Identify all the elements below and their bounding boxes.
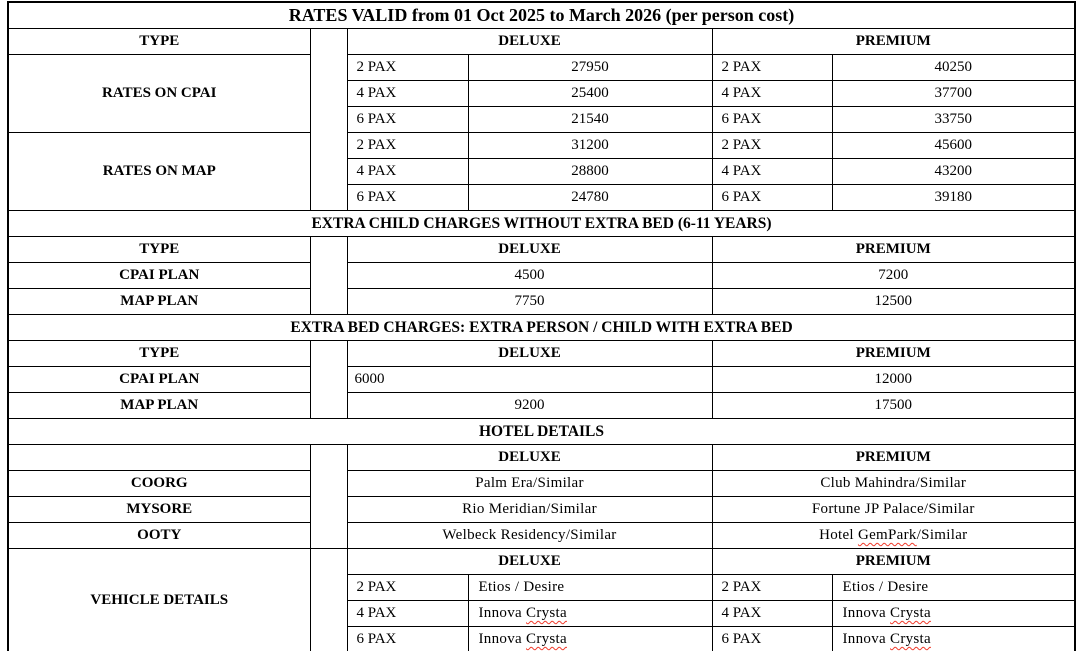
vehicle-details-label: VEHICLE DETAILS xyxy=(8,549,310,651)
pax-label: 4 PAX xyxy=(347,601,468,627)
pax-label: 6 PAX xyxy=(347,185,468,211)
vehicle-name-misspelled: Crysta xyxy=(890,605,931,621)
hotel-type-header-empty xyxy=(8,445,310,471)
rate-value: 37700 xyxy=(832,81,1075,107)
rates-table xyxy=(7,1,1076,651)
extra-child-premium-header: PREMIUM xyxy=(712,237,1075,263)
rates-type-header: TYPE xyxy=(8,29,310,55)
rate-value: 28800 xyxy=(468,159,712,185)
pax-label: 2 PAX xyxy=(347,575,468,601)
vehicle-name-part: Innova xyxy=(842,605,891,621)
charge-value: 6000 xyxy=(347,367,712,393)
map-plan-label: MAP PLAN xyxy=(8,289,310,315)
rate-value: 24780 xyxy=(468,185,712,211)
pax-label: 4 PAX xyxy=(712,159,832,185)
hotel-details-section-title: HOTEL DETAILS xyxy=(8,419,1075,445)
charge-value: 17500 xyxy=(712,393,1075,419)
pax-label: 2 PAX xyxy=(347,133,468,159)
mysore-label: MYSORE xyxy=(8,497,310,523)
pax-label: 4 PAX xyxy=(347,81,468,107)
extra-bed-section-title: EXTRA BED CHARGES: EXTRA PERSON / CHILD WITH EXTRA BED xyxy=(8,315,1075,341)
hotel-name xyxy=(712,523,1075,549)
rate-value: 25400 xyxy=(468,81,712,107)
charge-value: 4500 xyxy=(347,263,712,289)
rate-value: 39180 xyxy=(832,185,1075,211)
vehicle-name-part: Innova xyxy=(842,631,891,647)
pax-label: 4 PAX xyxy=(712,81,832,107)
spacer-cell xyxy=(310,237,347,315)
extra-child-type-header: TYPE xyxy=(8,237,310,263)
pax-label: 6 PAX xyxy=(347,627,468,651)
vehicle-name xyxy=(832,601,1075,627)
hotel-name-part: /Similar xyxy=(916,527,968,543)
extra-child-section-title: EXTRA CHILD CHARGES WITHOUT EXTRA BED (6-11 YEARS) xyxy=(8,211,1075,237)
hotel-name: Palm Era/Similar xyxy=(347,471,712,497)
pax-label: 6 PAX xyxy=(712,107,832,133)
vehicle-name-misspelled: Crysta xyxy=(526,631,567,647)
vehicle-name-misspelled: Crysta xyxy=(526,605,567,621)
extra-bed-deluxe-header: DELUXE xyxy=(347,341,712,367)
pax-label: 2 PAX xyxy=(347,55,468,81)
vehicle-premium-header: PREMIUM xyxy=(712,549,1075,575)
vehicle-name xyxy=(468,627,712,651)
pax-label: 6 PAX xyxy=(712,627,832,651)
hotel-deluxe-header: DELUXE xyxy=(347,445,712,471)
rate-value: 40250 xyxy=(832,55,1075,81)
rate-value: 27950 xyxy=(468,55,712,81)
spacer-cell xyxy=(310,29,347,211)
rates-on-cpai-label: RATES ON CPAI xyxy=(8,55,310,133)
vehicle-name: Etios / Desire xyxy=(468,575,712,601)
spacer-cell xyxy=(310,341,347,419)
rates-premium-header: PREMIUM xyxy=(712,29,1075,55)
charge-value: 9200 xyxy=(347,393,712,419)
hotel-name: Fortune JP Palace/Similar xyxy=(712,497,1075,523)
rate-value: 21540 xyxy=(468,107,712,133)
hotel-name: Rio Meridian/Similar xyxy=(347,497,712,523)
pax-label: 6 PAX xyxy=(712,185,832,211)
pax-label: 2 PAX xyxy=(712,55,832,81)
rates-deluxe-header: DELUXE xyxy=(347,29,712,55)
cpai-plan-label: CPAI PLAN xyxy=(8,367,310,393)
rate-value: 31200 xyxy=(468,133,712,159)
pax-label: 4 PAX xyxy=(712,601,832,627)
rate-value: 33750 xyxy=(832,107,1075,133)
extra-bed-type-header: TYPE xyxy=(8,341,310,367)
rates-on-map-label: RATES ON MAP xyxy=(8,133,310,211)
charge-value: 12000 xyxy=(712,367,1075,393)
pax-label: 4 PAX xyxy=(347,159,468,185)
charge-value: 7200 xyxy=(712,263,1075,289)
hotel-name-misspelled: GemPark xyxy=(857,527,917,543)
vehicle-name: Etios / Desire xyxy=(832,575,1075,601)
extra-child-deluxe-header: DELUXE xyxy=(347,237,712,263)
pax-label: 6 PAX xyxy=(347,107,468,133)
hotel-name: Club Mahindra/Similar xyxy=(712,471,1075,497)
hotel-premium-header: PREMIUM xyxy=(712,445,1075,471)
charge-value: 12500 xyxy=(712,289,1075,315)
charge-value: 7750 xyxy=(347,289,712,315)
vehicle-name-misspelled: Crysta xyxy=(890,631,931,647)
vehicle-name xyxy=(832,627,1075,651)
table-title: RATES VALID from 01 Oct 2025 to March 2026 (per person cost) xyxy=(8,2,1075,29)
rate-value: 45600 xyxy=(832,133,1075,159)
coorg-label: COORG xyxy=(8,471,310,497)
vehicle-name-part: Innova xyxy=(478,631,527,647)
ooty-label: OOTY xyxy=(8,523,310,549)
pax-label: 2 PAX xyxy=(712,133,832,159)
vehicle-deluxe-header: DELUXE xyxy=(347,549,712,575)
map-plan-label: MAP PLAN xyxy=(8,393,310,419)
spacer-cell xyxy=(310,549,347,651)
cpai-plan-label: CPAI PLAN xyxy=(8,263,310,289)
extra-bed-premium-header: PREMIUM xyxy=(712,341,1075,367)
vehicle-name xyxy=(468,601,712,627)
hotel-name: Welbeck Residency/Similar xyxy=(347,523,712,549)
vehicle-name-part: Innova xyxy=(478,605,527,621)
hotel-name-part: Hotel xyxy=(819,527,858,543)
rate-value: 43200 xyxy=(832,159,1075,185)
spacer-cell xyxy=(310,445,347,549)
pax-label: 2 PAX xyxy=(712,575,832,601)
